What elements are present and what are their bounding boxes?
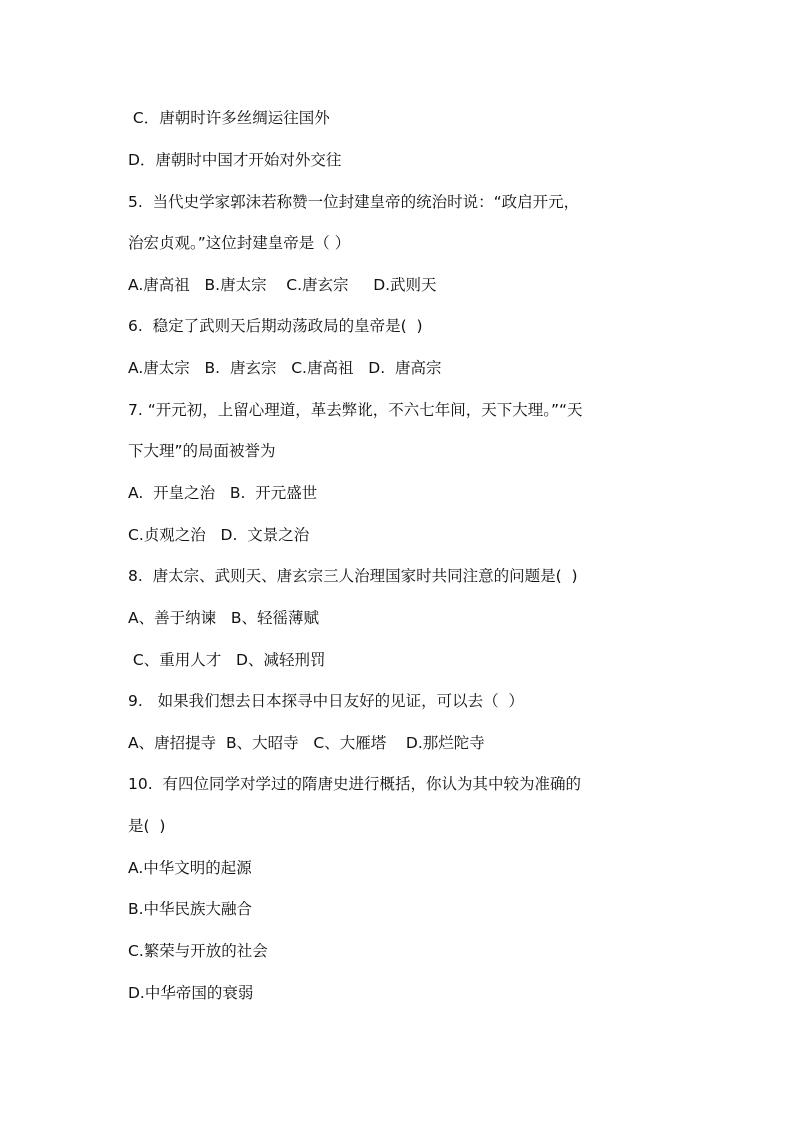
question-5-line-2: 治宏贞观。”这位封建皇帝是（ ） bbox=[128, 234, 351, 252]
question-7-line-1: 7. “开元初，上留心理道，革去弊讹，不六七年间，天下大理。”“天 bbox=[128, 401, 583, 419]
question-10-line-2: 是( ) bbox=[128, 817, 166, 835]
question-8-options-cd: C、重用人才 D、减轻刑罚 bbox=[128, 651, 326, 669]
question-5-options: A.唐高祖 B.唐太宗 C.唐玄宗 D.武则天 bbox=[128, 276, 437, 294]
question-8: 8. 唐太宗、武则天、唐玄宗三人治理国家时共同注意的问题是( ) bbox=[128, 567, 578, 585]
question-6: 6. 稳定了武则天后期动荡政局的皇帝是( ) bbox=[128, 317, 423, 335]
question-8-options-ab: A、善于纳谏 B、轻徭薄赋 bbox=[128, 609, 320, 627]
question-6-options: A.唐太宗 B. 唐玄宗 C.唐高祖 D. 唐高宗 bbox=[128, 359, 442, 377]
question-9: 9. 如果我们想去日本探寻中日友好的见证，可以去（ ） bbox=[128, 692, 524, 710]
question-7-line-2: 下大理”的局面被誉为 bbox=[128, 442, 276, 460]
option-c-q4: C．唐朝时许多丝绸运往国外 bbox=[128, 109, 330, 127]
question-10-option-b: B.中华民族大融合 bbox=[128, 900, 253, 918]
question-7-options-cd: C.贞观之治 D. 文景之治 bbox=[128, 526, 310, 544]
question-10-option-a: A.中华文明的起源 bbox=[128, 859, 252, 877]
question-10-line-1: 10. 有四位同学对学过的隋唐史进行概括，你认为其中较为准确的 bbox=[128, 775, 582, 793]
question-7-options-ab: A. 开皇之治 B. 开元盛世 bbox=[128, 484, 318, 502]
question-5-line-1: 5. 当代史学家郭沫若称赞一位封建皇帝的统治时说：“政启开元， bbox=[128, 193, 580, 211]
question-9-options: A、唐招提寺 B、大昭寺 C、大雁塔 D.那烂陀寺 bbox=[128, 734, 485, 752]
option-d-q4: D．唐朝时中国才开始对外交往 bbox=[128, 151, 342, 169]
question-10-option-c: C.繁荣与开放的社会 bbox=[128, 942, 268, 960]
question-10-option-d: D.中华帝国的衰弱 bbox=[128, 984, 254, 1002]
